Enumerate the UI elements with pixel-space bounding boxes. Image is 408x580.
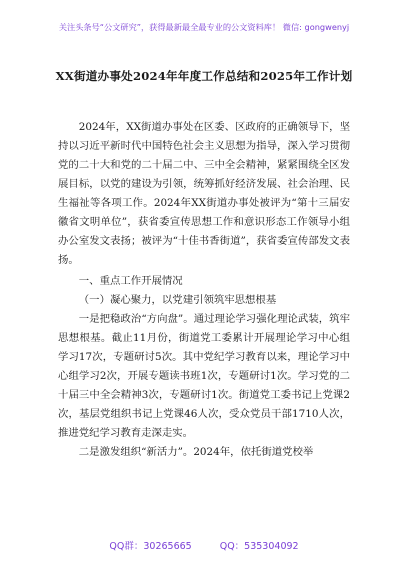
- footer-contact: [0, 538, 408, 552]
- document-title: XX街道办事处2024年年度工作总结和2025年工作计划: [55, 69, 353, 83]
- body-paragraph-1: 一是把稳政治“方向盘”。通过理论学习强化理论武装，筑牢思想根基。截止11月份，街道党工委累计开展理论学习中心组学习17次，专题研讨5次。其中党纪学习教育以来，理论学习中心组学习2次，开展专题读书班1次，专题研讨1次。学习党的二十届三中全会精神3次，专题研讨1次。街道党工委书记上党课2次，基层党组织书记上党课46人次，受众党员干部1710人次，推进党纪学习教育走深走实。: [58, 313, 350, 439]
- header-banner: 关注头条号“公文研究”，获得最新最全最专业的公文资料库！ 微信: gongwenyj: [58, 22, 350, 32]
- document-body: [58, 118, 350, 462]
- subsection-heading: （一）凝心聚力，以党建引领筑牢思想根基: [78, 294, 277, 306]
- section-heading: 一、重点工作开展情况: [78, 275, 183, 287]
- intro-paragraph: 2024年，XX街道办事处在区委、区政府的正确领导下，坚持以习近平新时代中国特色社会主义思想为指导，深入学习贯彻党的二十大和党的二十届二中、三中全会精神，紧紧围绕全区发展目标，以党的建设为引领，统筹抓好经济发展、社会治理、民生福祉等各项工作。2024年XX街道办事处被评为“第十三届安徽省文明单位”，获省委宣传思想工作和意识形态工作领导小组办公室发文表扬；被评为“十佳书香街道”，获省委宣传部发文表扬。: [58, 121, 350, 266]
- footer-qq: QQ：535304092: [219, 541, 299, 552]
- body-paragraph-2: 二是激发组织“新活力”。2024年，依托街道党校举: [78, 446, 314, 458]
- footer-qq-group: QQ群：30265665: [109, 541, 192, 552]
